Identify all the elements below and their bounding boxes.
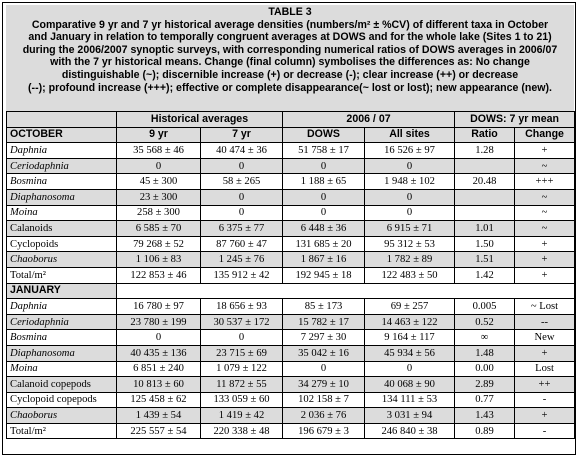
value-all-sites: 9 164 ± 117 — [365, 330, 455, 346]
header-dows-mean: DOWS: 7 yr mean — [455, 112, 575, 128]
value-dows: 34 279 ± 10 — [283, 377, 365, 393]
value-9yr: 35 568 ± 46 — [117, 143, 201, 159]
table-row — [7, 408, 575, 424]
value-9yr: 122 853 ± 46 — [117, 267, 201, 283]
table-caption — [6, 5, 574, 111]
table-row — [7, 361, 575, 377]
value-7yr: 133 059 ± 60 — [201, 392, 283, 408]
value-dows: 2 036 ± 76 — [283, 408, 365, 424]
value-7yr: 11 872 ± 55 — [201, 377, 283, 393]
value-change: + — [515, 252, 575, 268]
caption-line: Comparative 9 yr and 7 yr historical average densities (numbers/m² ± %CV) of different taxa in October — [31, 18, 549, 31]
value-ratio — [455, 205, 515, 221]
value-all-sites: 3 031 ± 94 — [365, 408, 455, 424]
value-ratio: 0.005 — [455, 299, 515, 315]
header-row — [7, 283, 575, 299]
density-table — [6, 111, 575, 439]
section-label: JANUARY — [7, 283, 117, 299]
value-change: Lost — [515, 361, 575, 377]
value-dows: 15 782 ± 17 — [283, 314, 365, 330]
value-9yr: 6 851 ± 240 — [117, 361, 201, 377]
taxon-name: Daphnia — [7, 299, 117, 315]
value-change: ~ — [515, 158, 575, 174]
taxon-name: Chaoborus — [7, 252, 117, 268]
header-7yr: 7 yr — [201, 127, 283, 143]
taxon-name: Diaphanosoma — [7, 189, 117, 205]
value-all-sites: 246 840 ± 38 — [365, 423, 455, 439]
header-empty-cell — [7, 112, 117, 128]
value-all-sites: 40 068 ± 90 — [365, 377, 455, 393]
table-row — [7, 143, 575, 159]
taxon-name: Chaoborus — [7, 408, 117, 424]
value-change: ~ — [515, 189, 575, 205]
table-row — [7, 236, 575, 252]
taxon-name: Ceriodaphnia — [7, 314, 117, 330]
value-7yr: 1 419 ± 42 — [201, 408, 283, 424]
value-7yr: 0 — [201, 205, 283, 221]
header-survey: 2006 / 07 — [283, 112, 455, 128]
taxon-name: Total/m² — [7, 423, 117, 439]
value-7yr: 0 — [201, 330, 283, 346]
value-ratio: 1.50 — [455, 236, 515, 252]
value-all-sites: 69 ± 257 — [365, 299, 455, 315]
value-ratio: 0.89 — [455, 423, 515, 439]
value-9yr: 1 106 ± 83 — [117, 252, 201, 268]
table-row — [7, 392, 575, 408]
table-row — [7, 299, 575, 315]
value-ratio: 1.01 — [455, 221, 515, 237]
value-7yr: 58 ± 265 — [201, 174, 283, 190]
taxon-name: Diaphanosoma — [7, 345, 117, 361]
value-all-sites: 16 526 ± 97 — [365, 143, 455, 159]
value-all-sites: 1 948 ± 102 — [365, 174, 455, 190]
value-all-sites: 1 782 ± 89 — [365, 252, 455, 268]
section-label: OCTOBER — [7, 127, 117, 143]
value-ratio: 1.51 — [455, 252, 515, 268]
value-9yr: 16 780 ± 97 — [117, 299, 201, 315]
value-change: +++ — [515, 174, 575, 190]
caption-line: during the 2006/2007 synoptic surveys, with corresponding numerical ratios of DOWS averages in 2006/07 — [22, 43, 558, 56]
table-row — [7, 345, 575, 361]
value-all-sites: 0 — [365, 189, 455, 205]
value-9yr: 0 — [117, 330, 201, 346]
taxon-name: Moina — [7, 205, 117, 221]
value-7yr: 87 760 ± 47 — [201, 236, 283, 252]
value-all-sites: 134 111 ± 53 — [365, 392, 455, 408]
value-9yr: 40 435 ± 136 — [117, 345, 201, 361]
caption-line: and January in relation to temporally congruent averages at DOWS and for the whole lake (Sites 1 to 21) — [28, 31, 552, 44]
value-dows: 0 — [283, 205, 365, 221]
value-change: ~ Lost — [515, 299, 575, 315]
value-ratio: 0.77 — [455, 392, 515, 408]
value-7yr: 1 245 ± 76 — [201, 252, 283, 268]
value-change: ~ — [515, 221, 575, 237]
header-9yr: 9 yr — [117, 127, 201, 143]
value-change: + — [515, 267, 575, 283]
value-7yr: 220 338 ± 48 — [201, 423, 283, 439]
table-row — [7, 314, 575, 330]
value-7yr: 23 715 ± 69 — [201, 345, 283, 361]
value-dows: 1 867 ± 16 — [283, 252, 365, 268]
header-all-sites: All sites — [365, 127, 455, 143]
taxon-name: Calanoids — [7, 221, 117, 237]
value-all-sites: 0 — [365, 361, 455, 377]
value-9yr: 79 268 ± 52 — [117, 236, 201, 252]
value-all-sites: 6 915 ± 71 — [365, 221, 455, 237]
value-9yr: 45 ± 300 — [117, 174, 201, 190]
value-dows: 6 448 ± 36 — [283, 221, 365, 237]
value-ratio: 1.48 — [455, 345, 515, 361]
value-dows: 85 ± 173 — [283, 299, 365, 315]
value-dows: 0 — [283, 158, 365, 174]
table-row — [7, 252, 575, 268]
value-dows: 35 042 ± 16 — [283, 345, 365, 361]
value-change: ++ — [515, 377, 575, 393]
value-dows: 102 158 ± 7 — [283, 392, 365, 408]
taxon-name: Cyclopoids — [7, 236, 117, 252]
value-ratio: 2.89 — [455, 377, 515, 393]
value-dows: 0 — [283, 361, 365, 377]
value-7yr: 30 537 ± 172 — [201, 314, 283, 330]
table-row — [7, 174, 575, 190]
taxon-name: Ceriodaphnia — [7, 158, 117, 174]
value-7yr: 0 — [201, 189, 283, 205]
value-ratio: 0.00 — [455, 361, 515, 377]
header-ratio: Ratio — [455, 127, 515, 143]
caption-line: with the 7 yr historical means. Change (final column) symbolises the differences as: No change — [50, 56, 530, 69]
taxon-name: Bosmina — [7, 174, 117, 190]
caption-line: distinguishable (~); discernible increase (+) or decrease (-); clear increase (++) or decrease — [61, 68, 519, 81]
value-ratio: 1.28 — [455, 143, 515, 159]
table-row — [7, 423, 575, 439]
value-all-sites: 0 — [365, 205, 455, 221]
value-ratio: 1.42 — [455, 267, 515, 283]
header-dows: DOWS — [283, 127, 365, 143]
header-row — [7, 127, 575, 143]
value-7yr: 0 — [201, 158, 283, 174]
value-dows: 1 188 ± 65 — [283, 174, 365, 190]
value-all-sites: 122 483 ± 50 — [365, 267, 455, 283]
table-row — [7, 267, 575, 283]
taxon-name: Daphnia — [7, 143, 117, 159]
value-change: -- — [515, 314, 575, 330]
value-all-sites: 14 463 ± 122 — [365, 314, 455, 330]
value-change: + — [515, 236, 575, 252]
table-row — [7, 330, 575, 346]
value-ratio: 20.48 — [455, 174, 515, 190]
value-all-sites: 0 — [365, 158, 455, 174]
value-7yr: 1 079 ± 122 — [201, 361, 283, 377]
value-ratio — [455, 158, 515, 174]
value-9yr: 23 780 ± 199 — [117, 314, 201, 330]
value-9yr: 225 557 ± 54 — [117, 423, 201, 439]
value-dows: 7 297 ± 30 — [283, 330, 365, 346]
value-7yr: 40 474 ± 36 — [201, 143, 283, 159]
value-9yr: 10 813 ± 60 — [117, 377, 201, 393]
value-dows: 196 679 ± 3 — [283, 423, 365, 439]
taxon-name: Calanoid copepods — [7, 377, 117, 393]
value-dows: 0 — [283, 189, 365, 205]
value-change: + — [515, 143, 575, 159]
taxon-name: Bosmina — [7, 330, 117, 346]
taxon-name: Total/m² — [7, 267, 117, 283]
value-ratio: 0.52 — [455, 314, 515, 330]
header-row — [7, 112, 575, 128]
value-7yr: 135 912 ± 42 — [201, 267, 283, 283]
value-change: New — [515, 330, 575, 346]
value-7yr: 6 375 ± 77 — [201, 221, 283, 237]
value-change: + — [515, 408, 575, 424]
value-9yr: 258 ± 300 — [117, 205, 201, 221]
value-change: - — [515, 392, 575, 408]
value-change: ~ — [515, 205, 575, 221]
value-ratio: 1.43 — [455, 408, 515, 424]
table-row — [7, 377, 575, 393]
taxon-name: Cyclopoid copepods — [7, 392, 117, 408]
value-9yr: 125 458 ± 62 — [117, 392, 201, 408]
value-9yr: 6 585 ± 70 — [117, 221, 201, 237]
value-all-sites: 95 312 ± 53 — [365, 236, 455, 252]
value-ratio — [455, 189, 515, 205]
table-row — [7, 158, 575, 174]
value-9yr: 23 ± 300 — [117, 189, 201, 205]
taxon-name: Moina — [7, 361, 117, 377]
value-change: + — [515, 345, 575, 361]
table-title: TABLE 3 — [268, 6, 312, 18]
value-ratio: ∞ — [455, 330, 515, 346]
value-9yr: 0 — [117, 158, 201, 174]
value-dows: 131 685 ± 20 — [283, 236, 365, 252]
value-7yr: 18 656 ± 93 — [201, 299, 283, 315]
table-row — [7, 205, 575, 221]
table-frame — [2, 2, 576, 455]
header-change: Change — [515, 127, 575, 143]
table-row — [7, 189, 575, 205]
section-blank-cell — [117, 283, 575, 299]
value-change: - — [515, 423, 575, 439]
value-9yr: 1 439 ± 54 — [117, 408, 201, 424]
value-all-sites: 45 934 ± 56 — [365, 345, 455, 361]
value-dows: 192 945 ± 18 — [283, 267, 365, 283]
table-row — [7, 221, 575, 237]
value-dows: 51 758 ± 17 — [283, 143, 365, 159]
caption-line: (--); profound increase (+++); effective or complete disappearance(~ lost or lost); new appearance (new). — [28, 81, 552, 94]
header-historical: Historical averages — [117, 112, 283, 128]
